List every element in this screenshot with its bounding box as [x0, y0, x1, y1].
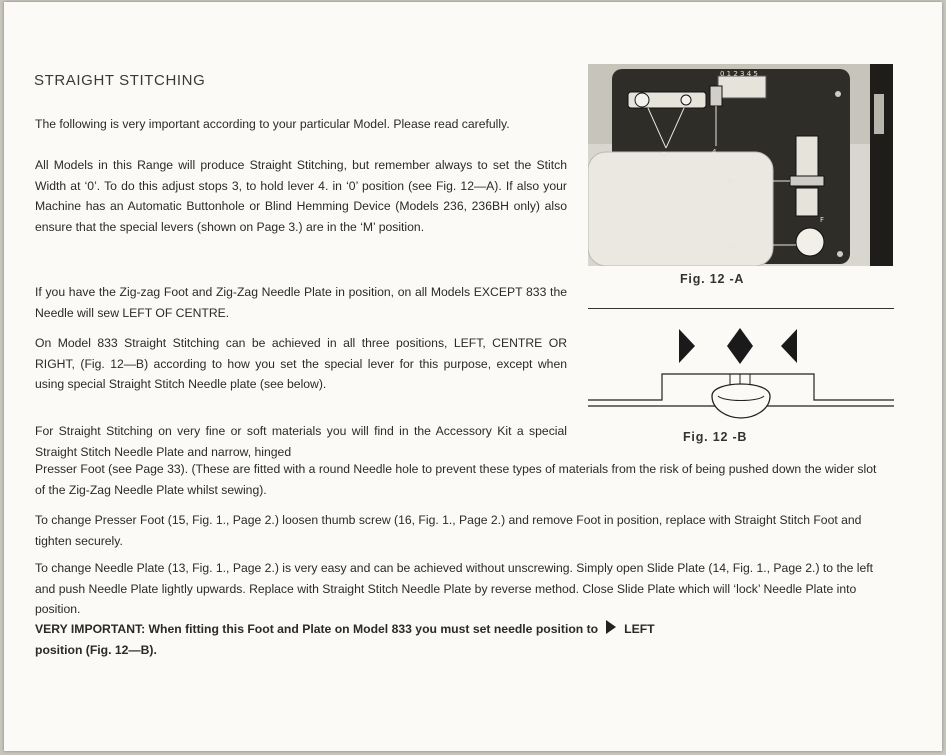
scale-label: 0 1 2 3 4 5 — [720, 70, 758, 78]
manual-page — [4, 2, 942, 751]
section-heading: STRAIGHT STITCHING — [34, 72, 206, 89]
paragraph-fine-materials-start: For Straight Stitching on very fine or soft materials you will find in the Accessory Kit a special Straight Stitch Needle Plate and narrow, hinged — [35, 424, 567, 459]
label-3: 3 — [662, 151, 667, 159]
paragraph-all-models: All Models in this Range will produce Straight Stitching, but remember always to set the Stitch Width at ‘0’. To do this adjust stops 3, to hold lever 4. in ‘0’ position (see Fig. 12—A). If also your Machine has an Automatic Buttonhole or Blind Hemming Device (Models 236, 236BH only) also ensure that the special levers (shown on Page 3.) are in the ‘M’ position. — [35, 158, 567, 234]
paragraph-very-important — [35, 619, 887, 660]
label-10: 10 — [728, 242, 737, 250]
important-position: position (Fig. 12—B). — [35, 642, 157, 657]
centre-position-diamond-icon — [727, 328, 753, 364]
figure-divider — [588, 308, 894, 309]
figure-12b-diagram — [584, 322, 896, 432]
label-9: 9 — [728, 178, 733, 186]
paragraph-zigzag-foot: If you have the Zig-zag Foot and Zig-Zag Needle Plate in position, on all Models EXCEPT 833 the Needle will sew LEFT OF CENTRE. — [35, 285, 567, 320]
right-position-arrow-icon — [781, 329, 797, 363]
right-arrow-icon — [604, 619, 618, 635]
figure-12b-caption: Fig. 12 -B — [683, 430, 748, 444]
left-position-arrow-icon — [679, 329, 695, 363]
paragraph-intro: The following is very important according to your particular Model. Please read carefully. — [35, 117, 510, 131]
important-left: LEFT — [624, 622, 655, 636]
paragraph-presser-foot: To change Presser Foot (15, Fig. 1., Page 2.) loosen thumb screw (16, Fig. 1., Page 2.) and remove Foot in position, replace with Straight Stitch Foot and tighten securely. — [35, 513, 862, 548]
important-text: VERY IMPORTANT: When fitting this Foot and Plate on Model 833 you must set needle position to — [35, 622, 599, 636]
paragraph-fine-materials-cont: Presser Foot (see Page 33). (These are fitted with a round Needle hole to prevent these types of materials from the risk of being pushed down the wider slot of the Zig-Zag Needle Plate whilst sewing). — [35, 462, 877, 497]
paragraph-model-833: On Model 833 Straight Stitching can be achieved in all three positions, LEFT, CENTRE OR RIGHT, (Fig. 12—B) according to how you set the special lever for this purpose, except when using special Straight Stitch Needle plate (see below). — [35, 336, 567, 391]
label-f: F — [820, 216, 825, 224]
figure-12a-photo — [588, 64, 893, 266]
paragraph-needle-plate: To change Needle Plate (13, Fig. 1., Page 2.) is very easy and can be achieved without unscrewing. Simply open Slide Plate (14, Fig. 1., Page 2.) to the left and push Needle Plate lightly upwards. Replace with Straight Stitch Needle Plate by reverse method. Close Slide Plate which will ‘lock’ Needle Plate into position. — [35, 561, 874, 616]
label-4: 4 — [712, 148, 717, 156]
figure-12a-caption: Fig. 12 -A — [680, 272, 745, 286]
